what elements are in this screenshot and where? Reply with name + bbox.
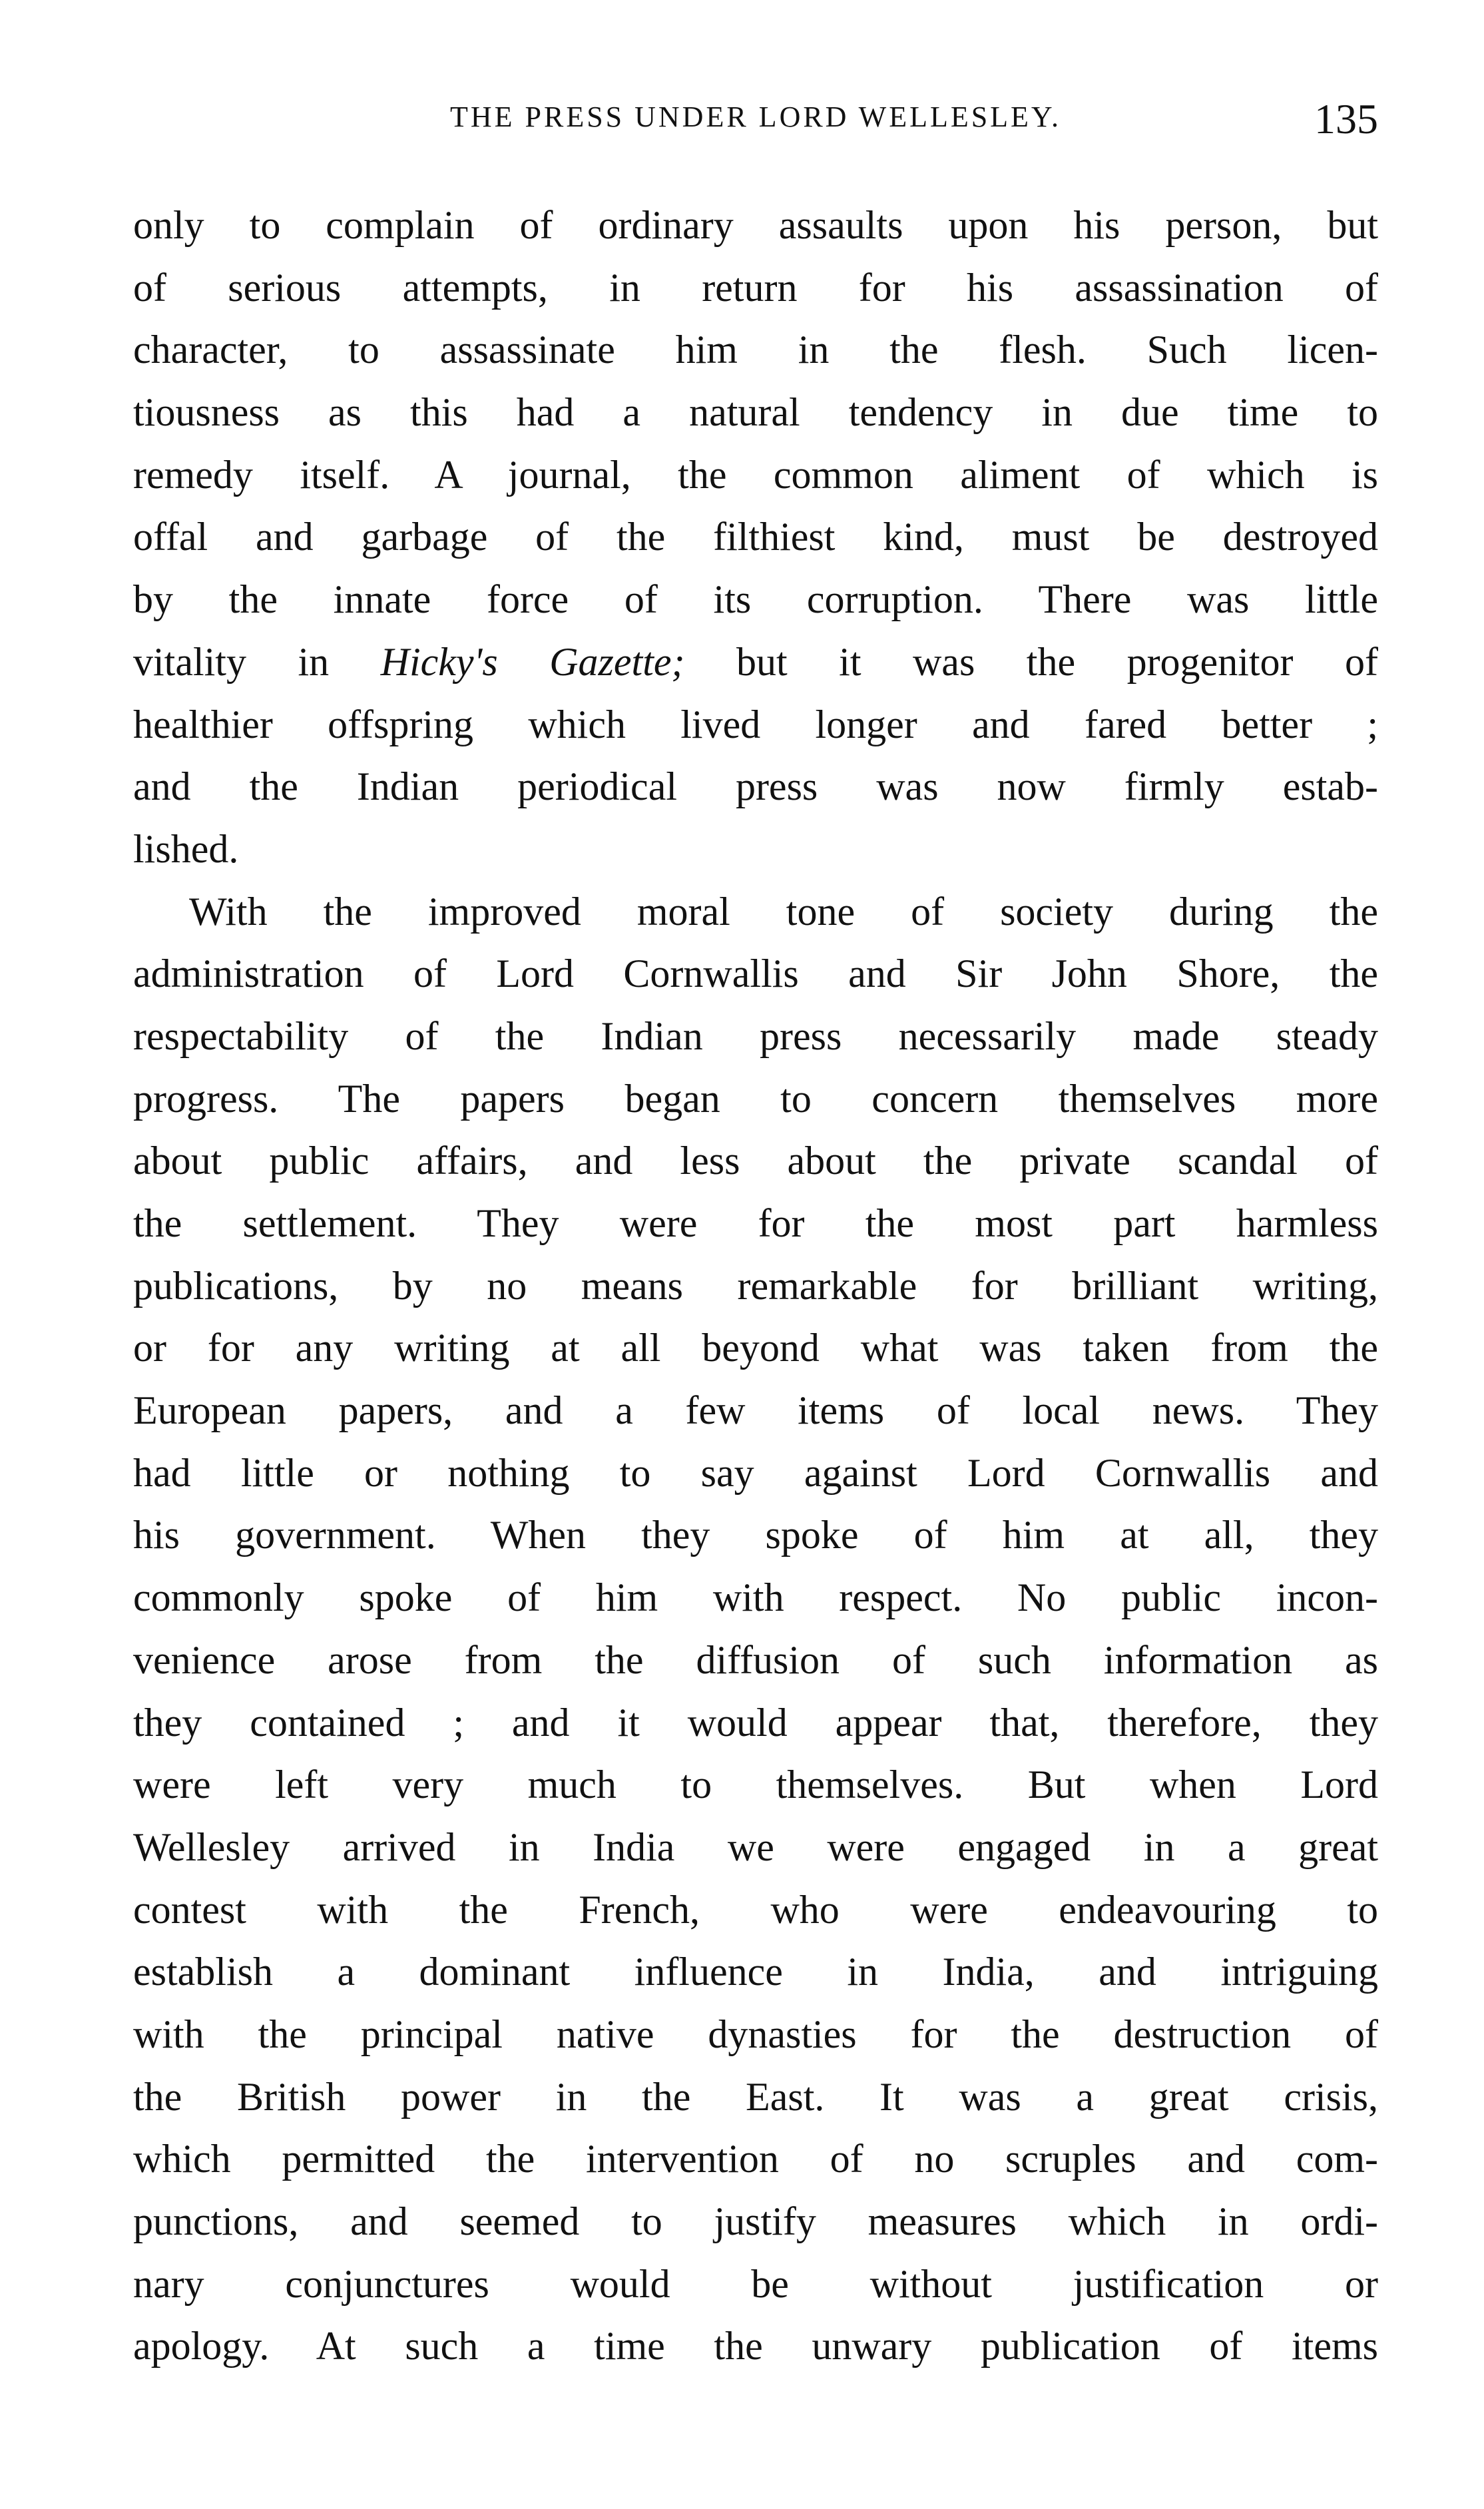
text-line: tiousness as this had a natural tendency in due time to [133,390,1378,435]
text-line: they contained ; and it would appear that, therefore, they [133,1700,1378,1745]
text-line: of serious attempts, in return for his assassination of [133,265,1378,310]
text-line: respectability of the Indian press necessarily made steady [133,1013,1378,1058]
text-line: nary conjunctures would be without justification or [133,2261,1378,2306]
text-line: and the Indian periodical press was now firmly estab- [133,764,1378,809]
text-line: his government. When they spoke of him at all, they [133,1513,1378,1557]
text-line: commonly spoke of him with respect. No public incon- [133,1575,1378,1620]
text-line: had little or nothing to say against Lord Cornwallis and [133,1450,1378,1495]
body-text [133,194,1378,2378]
page-number: 135 [1314,95,1378,142]
text-line: healthier offspring which lived longer and fared better ; [133,702,1378,746]
text-line: with the principal native dynasties for the destruction of [133,2012,1378,2056]
italic-title: Hicky's Gazette; [380,639,685,684]
text-line: establish a dominant influence in India, and intriguing [133,1950,1378,1994]
text-line: progress. The papers began to concern themselves more [133,1076,1378,1121]
text-line: or for any writing at all beyond what was taken from the [133,1326,1378,1370]
text-line: venience arose from the diffusion of such information as [133,1637,1378,1682]
paragraph-first-line: With the improved moral tone of society during the [189,889,1378,934]
text-line: punctions, and seemed to justify measures which in ordi- [133,2199,1378,2243]
text-line-with-italic [133,631,1378,694]
text-line: character, to assassinate him in the flesh. Such licen- [133,328,1378,372]
text-line: administration of Lord Cornwallis and Sir John Shore, the [133,952,1378,996]
text-line: remedy itself. A journal, the common aliment of which is [133,452,1378,497]
text-line: apology. At such a time the unwary publication of items [133,2324,1378,2369]
text-line: the settlement. They were for the most part harmless [133,1201,1378,1245]
text-line: lished. [133,826,239,871]
text-line: about public affairs, and less about the private scandal of [133,1139,1378,1183]
text-line: which permitted the intervention of no scruples and com- [133,2137,1378,2181]
text-line: European papers, and a few items of local news. They [133,1388,1378,1433]
text-line: publications, by no means remarkable for brilliant writing, [133,1263,1378,1308]
running-head [133,95,1378,146]
text-line: Wellesley arrived in India we were engaged in a great [133,1824,1378,1869]
text-line: contest with the French, who were endeavouring to [133,1887,1378,1932]
text-line: offal and garbage of the filthiest kind, must be destroyed [133,515,1378,559]
text-segment: but it was the progenitor of [684,639,1378,684]
text-line: only to complain of ordinary assaults upon his person, but [133,203,1378,247]
text-line: the British power in the East. It was a great crisis, [133,2074,1378,2119]
text-line: were left very much to themselves. But when Lord [133,1763,1378,1807]
running-title: THE PRESS UNDER LORD WELLESLEY. [449,101,1062,133]
text-line: by the innate force of its corruption. There was little [133,577,1378,622]
text-segment: vitality in [133,639,381,684]
